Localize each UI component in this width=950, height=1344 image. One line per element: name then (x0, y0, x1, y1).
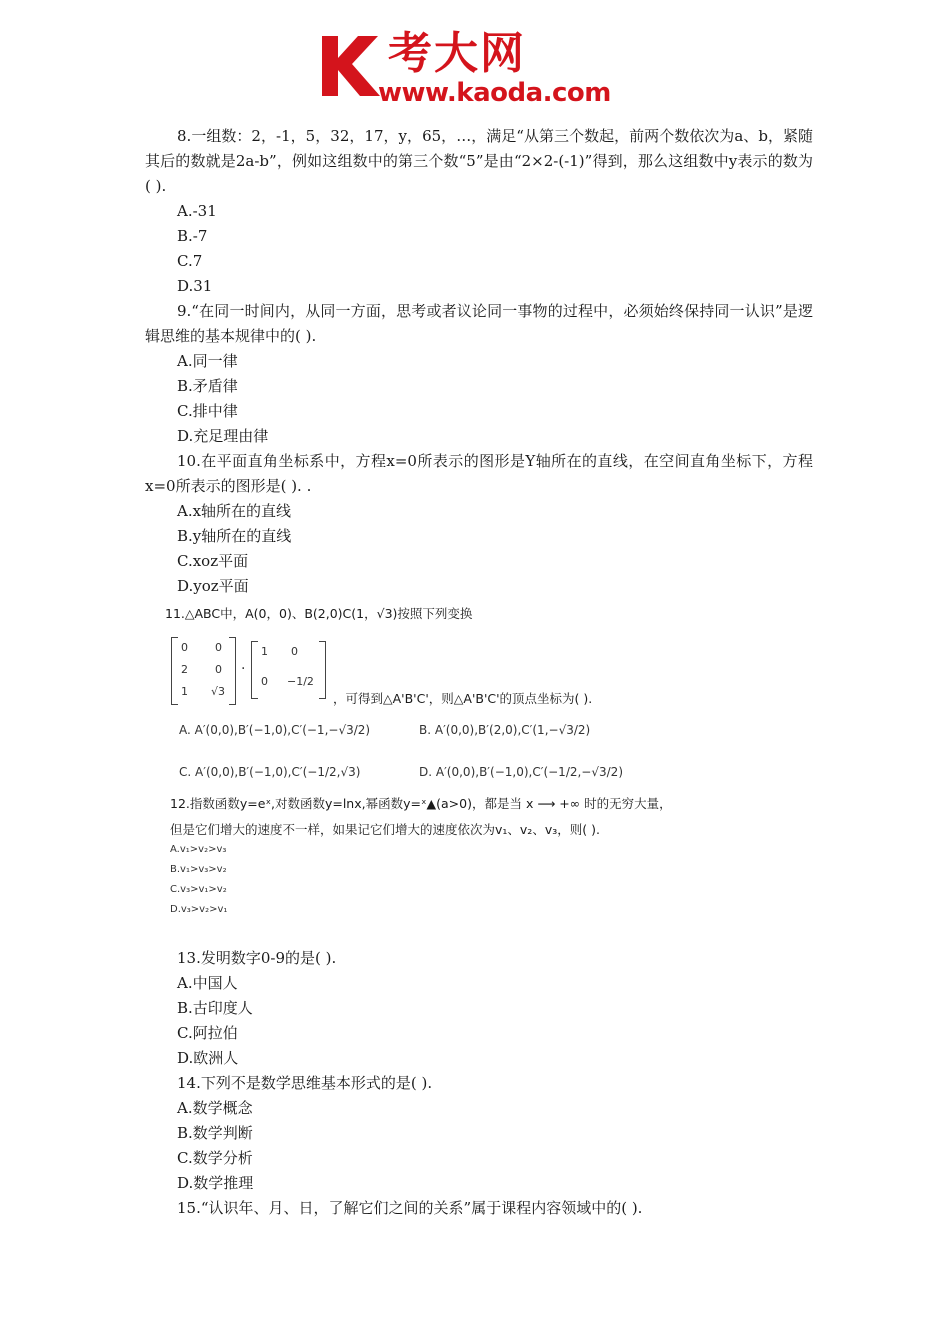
matrix-2x2 (251, 641, 327, 697)
q8-option-b: B.-7 (177, 227, 208, 245)
q14-option-b: B.数学判断 (177, 1124, 253, 1142)
q14-stem: 14.下列不是数学思维基本形式的是( ). (177, 1074, 433, 1092)
q10-option-c: C.xoz平面 (177, 552, 249, 570)
logo-chinese-name: 考大网 (388, 28, 526, 79)
matrix-cell: 0 (181, 641, 188, 654)
q12-line-2: 但是它们增大的速度不一样，如果记它们增大的速度依次为v₁、v₂、v₃，则( ). (170, 822, 600, 837)
q12-line-1: 12.指数函数y=eˣ,对数函数y=lnx,幂函数y=ˣ▲(a>0)，都是当 x ⟶ +∞ 时的无穷大量， (170, 796, 672, 811)
matrix-cell: 1 (261, 645, 268, 658)
q14-option-c: C.数学分析 (177, 1149, 253, 1167)
q13-stem: 13.发明数字0-9的是( ). (177, 949, 337, 967)
q8-stem: 8.一组数：2，-1，5，32，17，y，65，…，满足“从第三个数起，前两个数依次为a、b，紧随其后的数就是2a-b”，例如这组数中的第三个数“5”是由“2×2-(-1)”得到，那么这组数中y表示的数为( ). (145, 127, 813, 195)
q8-option-c: C.7 (177, 252, 203, 270)
q9-stem: 9.“在同一时间内，从同一方面，思考或者议论同一事物的过程中，必须始终保持同一认识”是逻辑思维的基本规律中的( ). (145, 302, 813, 345)
q9-option-b: B.矛盾律 (177, 377, 238, 395)
q13-option-b: B.古印度人 (177, 999, 253, 1017)
site-logo[interactable] (318, 28, 638, 108)
q14-option-d: D.数学推理 (177, 1174, 254, 1192)
matrix-cell: 0 (261, 675, 268, 688)
q13-option-a: A.中国人 (177, 974, 238, 992)
matrix-3x2 (171, 637, 237, 705)
q11-title: 11.△ABC中，A(0，0)、B(2,0)C(1，√3)按照下列变换 (165, 606, 473, 621)
q11-option-c: C. A′(0,0),B′(−1,0),C′(−1/2,√3) (179, 765, 361, 779)
q10-option-b: B.y轴所在的直线 (177, 527, 292, 545)
q9-option-a: A.同一律 (177, 352, 238, 370)
matrix-cell: 1 (181, 685, 188, 698)
matrix-cell: −1/2 (287, 675, 314, 688)
q12-option-a: A.v₁>v₂>v₃ (170, 844, 227, 855)
logo-url: www.kaoda.com (378, 78, 611, 108)
question-block-2 (145, 946, 813, 1221)
matrix-dot: · (241, 661, 246, 677)
question-block-1 (145, 124, 813, 599)
q14-option-a: A.数学概念 (177, 1099, 253, 1117)
q9-option-c: C.排中律 (177, 402, 238, 420)
q9-option-d: D.充足理由律 (177, 427, 269, 445)
q10-option-d: D.yoz平面 (177, 577, 249, 595)
q11-option-a: A. A′(0,0),B′(−1,0),C′(−1,−√3/2) (179, 723, 371, 737)
matrix-cell: √3 (211, 685, 226, 698)
q11-option-b: B. A′(0,0),B′(2,0),C′(1,−√3/2) (419, 723, 591, 737)
q11-tail: ，可得到△A'B'C'，则△A'B'C'的顶点坐标为( ). (333, 691, 593, 706)
matrix-cell: 0 (215, 641, 222, 654)
matrix-cell: 0 (215, 663, 222, 676)
q13-option-d: D.欧洲人 (177, 1049, 239, 1067)
matrix-cell: 0 (291, 645, 298, 658)
q10-option-a: A.x轴所在的直线 (177, 502, 292, 520)
q15-stem: 15.“认识年、月、日，了解它们之间的关系”属于课程内容领域中的( ). (177, 1199, 643, 1217)
q12-option-b: B.v₁>v₃>v₂ (170, 864, 227, 875)
q11-option-d: D. A′(0,0),B′(−1,0),C′(−1/2,−√3/2) (419, 765, 623, 779)
q12-option-d: D.v₃>v₂>v₁ (170, 904, 228, 915)
q12-option-c: C.v₃>v₁>v₂ (170, 884, 227, 895)
q10-stem: 10.在平面直角坐标系中，方程x=0所表示的图形是Y轴所在的直线，在空间直角坐标下，方程x=0所表示的图形是( ). . (145, 452, 813, 495)
k-logo-icon (318, 32, 384, 98)
matrix-cell: 2 (181, 663, 188, 676)
q13-option-c: C.阿拉伯 (177, 1024, 238, 1042)
q8-option-a: A.-31 (177, 202, 217, 220)
q8-option-d: D.31 (177, 277, 213, 295)
